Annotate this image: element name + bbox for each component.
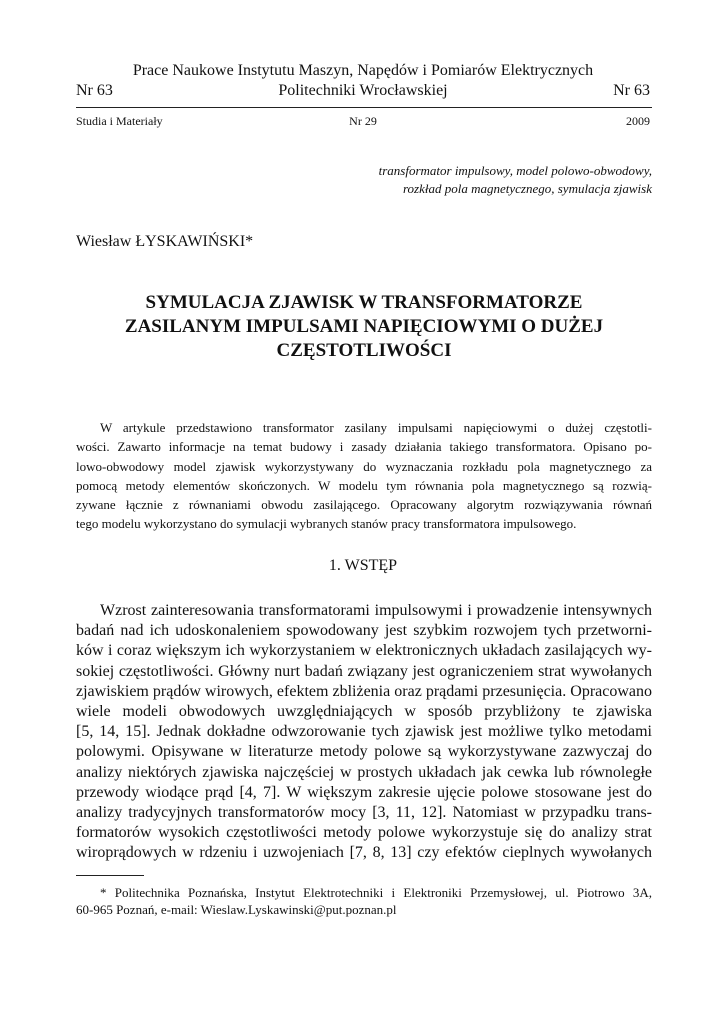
body-line: wiroprądowych w rdzeniu i uzwojeniach [7, 8, 13] czy efektów cieplnych wywołanych (76, 844, 652, 862)
title-line: CZĘSTOTLIWOŚCI (276, 340, 452, 361)
body-line: formatorów wysokich częstotliwości metody polowe wykorzystuje się do analizy strat (76, 824, 652, 842)
body-line: polowymi. Opisywane w literaturze metody polowe są wykorzystywane zazwyczaj do (76, 743, 652, 761)
author-name: Wiesław ŁYSKAWIŃSKI* (76, 233, 254, 250)
issue-number: Nr 29 (349, 114, 377, 128)
keywords-line: transformator impulsowy, model polowo-obwodowy, (378, 163, 652, 178)
paper-title (76, 291, 652, 363)
subseries-label: Studia i Materiały (76, 114, 163, 128)
series-title: Prace Naukowe Instytutu Maszyn, Napędów i Pomiarów Elektrycznych (132, 62, 594, 79)
body-line: sokiej częstotliwości. Główny nurt badań związany jest ograniczeniem strat wywołanych (76, 662, 652, 680)
footnote-line: 60-965 Poznań, e-mail: Wieslaw.Lyskawinski@put.poznan.pl (76, 902, 397, 917)
abstract-line: wości. Zawarto informacje na temat budowy i zasady działania takiego transformatora. Opisano po- (76, 439, 652, 455)
body-text (76, 601, 652, 864)
footnote-line: * Politechnika Poznańska, Instytut Elektrotechniki i Elektroniki Przemysłowej, ul. Piotrowo 3A, (100, 885, 652, 900)
title-line: ZASILANYM IMPULSAMI NAPIĘCIOWYMI O DUŻEJ (124, 316, 604, 337)
body-line: analizy niektórych zjawiska najczęściej w prostych układach jak cewka lub równoległe (76, 763, 652, 781)
body-line: zjawiskiem prądów wirowych, efektem zbliżenia oraz prądami przesunięcia. Opracowano (76, 682, 652, 700)
publication-year: 2009 (626, 114, 650, 128)
title-line: SYMULACJA ZJAWISK W TRANSFORMATORZE (145, 292, 583, 313)
header-rule (76, 107, 652, 108)
body-line: analizy tradycyjnych transformatorów mocy [3, 11, 12]. Natomiast w przypadku trans- (76, 804, 652, 822)
institution-name: Politechniki Wrocławskiej (278, 82, 448, 99)
body-line: wiele modeli obwodowych uwzględniających w sposób przybliżony te zjawiska (76, 703, 652, 721)
footnote (76, 884, 652, 918)
abstract-line: W artykule przedstawiono transformator zasilany impulsami napięciowymi o dużej częstotli- (100, 420, 652, 435)
volume-number-right: Nr 63 (613, 82, 650, 99)
abstract-line: zywane łącznie z równaniami obwodu zasilającego. Opracowany algorytm rozwiązywania równań (76, 497, 652, 513)
abstract-line: tego modelu wykorzystano do symulacji wybranych stanów pracy transformatora impulsowego. (76, 516, 577, 532)
abstract (76, 418, 652, 534)
body-line: [5, 14, 15]. Jednak dokładne odwzorowanie tych zjawisk jest możliwe tylko metodami (76, 723, 652, 741)
volume-number-left: Nr 63 (76, 82, 113, 99)
keywords-line: rozkład pola magnetycznego, symulacja zjawisk (402, 181, 652, 196)
keywords (232, 162, 652, 198)
body-line: badań nad ich udoskonaleniem spowodowany jest szybkim rozwojem tych przetworni- (76, 622, 652, 640)
abstract-line: pomocą metody elementów skończonych. W modelu tym równania pola magnetycznego są rozwią- (76, 477, 652, 493)
body-line: Wzrost zainteresowania transformatorami impulsowymi i prowadzenie intensywnych (100, 602, 652, 619)
footnote-rule (76, 875, 144, 876)
body-line: ków i coraz większym ich wykorzystaniem w elektronicznych układach zasilających wy- (76, 642, 652, 660)
body-line: przewody wiodące prąd [4, 7]. W większym zakresie ujęcie polowe stosowane jest do (76, 783, 652, 801)
section-heading: 1. WSTĘP (328, 557, 398, 574)
abstract-line: lowo-obwodowy model zjawisk wykorzystywany do wyznaczania rozkładu pola magnetycznego za (76, 458, 652, 474)
